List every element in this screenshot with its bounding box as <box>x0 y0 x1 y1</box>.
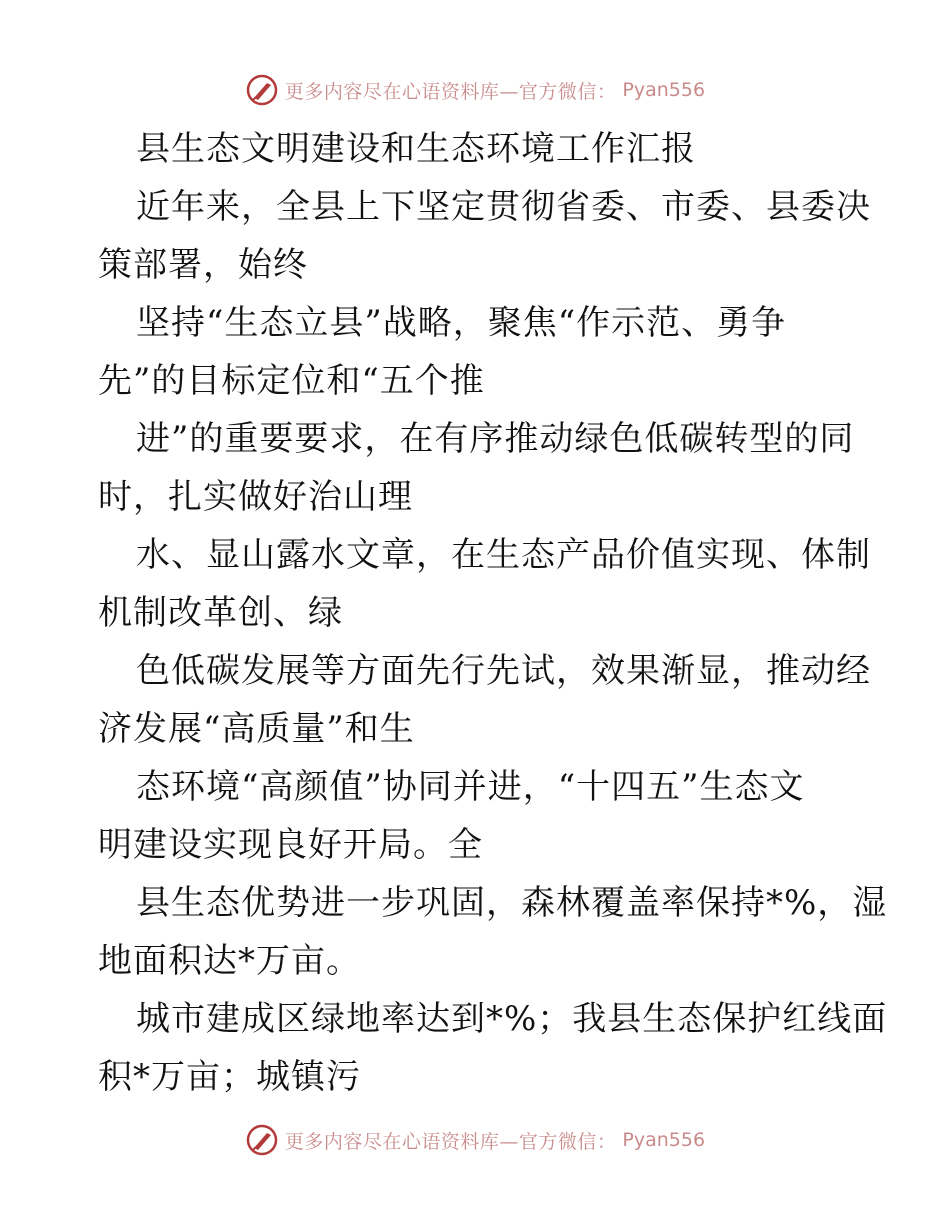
document-line: 坚持“生态立县”战略，聚焦“作示范、勇争 <box>136 303 787 343</box>
watermark-handle: Pyan556 <box>622 1129 706 1151</box>
document-line: 机制改革创、绿 <box>98 593 343 633</box>
document-line: 时，扎实做好治山理 <box>98 477 413 517</box>
watermark-handle: Pyan556 <box>622 79 706 101</box>
document-line: 先”的目标定位和“五个推 <box>98 361 485 401</box>
document-line: 水、显山露水文章，在生态产品价值实现、体制 <box>136 535 871 575</box>
header-watermark <box>0 70 950 110</box>
document-line: 县生态优势进一步巩固，森林覆盖率保持*%，湿 <box>136 883 888 923</box>
document-line: 济发展“高质量”和生 <box>98 709 415 749</box>
document-line: 进”的重要要求，在有序推动绿色低碳转型的同 <box>136 419 855 459</box>
document-title: 县生态文明建设和生态环境工作汇报 <box>136 129 696 169</box>
document-line: 明建设实现良好开局。全 <box>98 825 483 865</box>
watermark-text: 更多内容尽在心语资料库—官方微信： <box>284 80 617 103</box>
footer-watermark <box>0 1120 950 1160</box>
quill-pen-logo-icon <box>245 1123 279 1157</box>
document-line: 态环境“高颜值”协同并进，“十四五”生态文 <box>136 767 805 807</box>
document-line: 积*万亩；城镇污 <box>98 1057 361 1097</box>
document-line: 策部署，始终 <box>98 245 308 285</box>
document-body <box>98 120 888 1106</box>
document-line: 地面积达*万亩。 <box>98 941 361 981</box>
quill-pen-logo-icon <box>245 73 279 107</box>
document-line: 近年来，全县上下坚定贯彻省委、市委、县委决 <box>136 187 871 227</box>
watermark-text: 更多内容尽在心语资料库—官方微信： <box>284 1130 617 1153</box>
document-line: 城市建成区绿地率达到*%；我县生态保护红线面 <box>136 999 888 1039</box>
document-line: 色低碳发展等方面先行先试，效果渐显，推动经 <box>136 651 871 691</box>
